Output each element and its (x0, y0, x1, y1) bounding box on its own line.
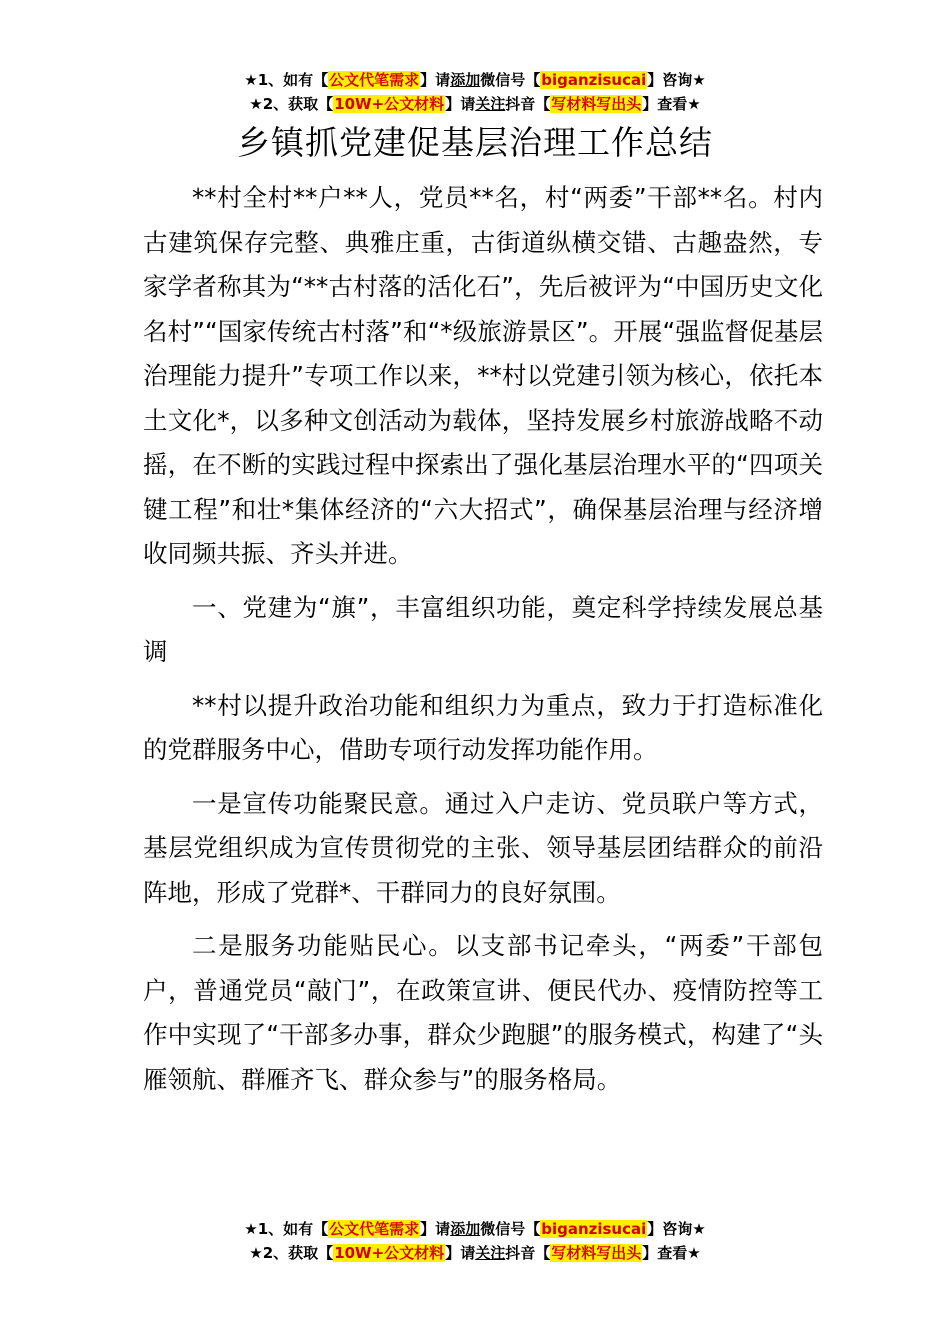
banner-text: 微信号【 (480, 71, 541, 89)
banner-text: ★2、获取【 (249, 95, 334, 113)
banner-text: 】请 (420, 71, 451, 89)
wechat-id-tag: biganzisucai (541, 71, 647, 89)
banner-line-1 (0, 1217, 950, 1241)
header-banner (0, 68, 950, 116)
banner-text: 】查看★ (642, 1244, 701, 1262)
document-title: 乡镇抓党建促基层治理工作总结 (237, 123, 713, 162)
body-paragraph: 一是宣传功能聚民意。通过入户走访、党员联户等方式，基层党组织成为宣传贯彻党的主张、领导基层团结群众的前沿阵地，形成了党群*、干群同力的良好氛围。 (143, 788, 823, 907)
banner-text: ★1、如有【 (244, 71, 329, 89)
wechat-id-tag: biganzisucai (541, 1220, 647, 1238)
footer-banner (0, 1217, 950, 1265)
section-heading: 一、党建为“旗”，丰富组织功能，奠定科学持续发展总基调 (143, 592, 823, 666)
douyin-account-tag: 写材料写出头 (551, 1244, 642, 1262)
highlight-tag: 公文代笔需求 (329, 71, 420, 89)
banner-text: ★1、如有【 (244, 1220, 329, 1238)
banner-text: 】查看★ (642, 95, 701, 113)
emphasis-text: 关注 (475, 95, 506, 113)
banner-line-1 (0, 68, 950, 92)
banner-text: 抖音【 (505, 95, 551, 113)
body-paragraph: 二是服务功能贴民心。以支部书记牵头，“两委”干部包户，普通党员“敲门”，在政策宣讲、便民代办、疫情防控等工作中实现了“干部多办事，群众少跑腿”的服务模式，构建了“头雁领航、群雁齐飞、群众参与”的服务格局。 (143, 931, 823, 1094)
banner-text: 】咨询★ (647, 71, 706, 89)
intro-paragraph: **村全村**户**人，党员**名，村“两委”干部**名。村内古建筑保存完整、典雅庄重，古街道纵横交错、古趣盎然，专家学者称其为“**古村落的活化石”，先后被评为“中国历史文化名村”“国家传统古村落”和“*级旅游景区”。开展“强监督促基层治理能力提升”专项工作以来，**村以党建引领为核心，依托本土文化*，以多种文创活动为载体，坚持发展乡村旅游战略不动摇，在不断的实践过程中探索出了强化基层治理水平的“四项关键工程”和壮*集体经济的“六大招式”，确保基层治理与经济增收同频共振、齐头并进。 (143, 183, 823, 568)
banner-text: ★2、获取【 (249, 1244, 334, 1262)
emphasis-text: 添加 (450, 71, 481, 89)
document-body (143, 176, 823, 1111)
banner-text: 微信号【 (480, 1220, 541, 1238)
banner-text: 】请 (445, 1244, 476, 1262)
highlight-tag: 10W+公文材料 (334, 1244, 445, 1262)
body-paragraph: **村以提升政治功能和组织力为重点，致力于打造标准化的党群服务中心，借助专项行动发挥功能作用。 (143, 690, 823, 764)
highlight-tag: 10W+公文材料 (334, 95, 445, 113)
banner-text: 】请 (420, 1220, 451, 1238)
highlight-tag: 公文代笔需求 (329, 1220, 420, 1238)
banner-text: 】请 (445, 95, 476, 113)
banner-text: 抖音【 (505, 1244, 551, 1262)
banner-line-2 (0, 1241, 950, 1265)
emphasis-text: 添加 (450, 1220, 481, 1238)
banner-text: 】咨询★ (647, 1220, 706, 1238)
banner-line-2 (0, 92, 950, 116)
douyin-account-tag: 写材料写出头 (551, 95, 642, 113)
emphasis-text: 关注 (475, 1244, 506, 1262)
